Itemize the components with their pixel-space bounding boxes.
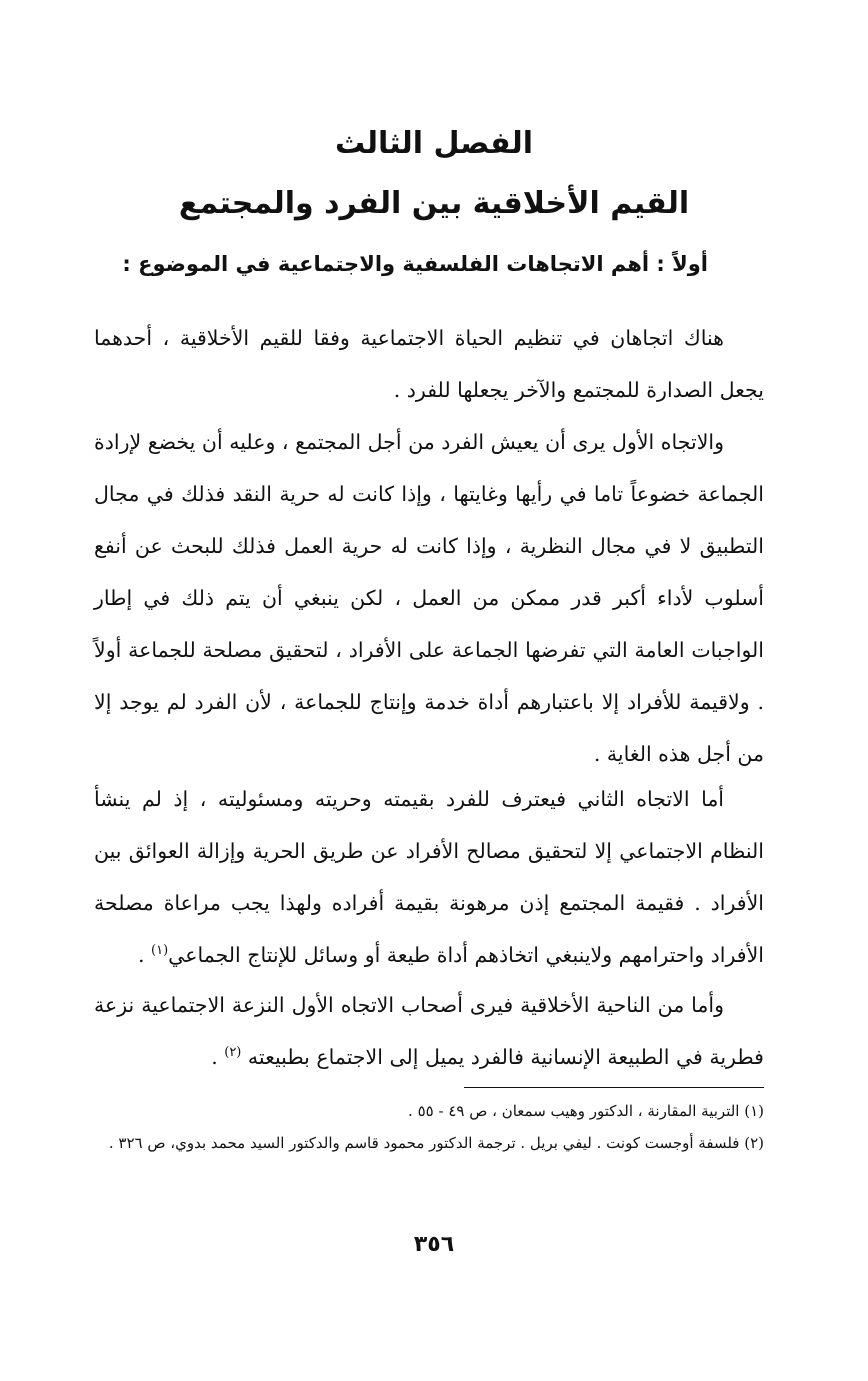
footnotes-list bbox=[74, 1095, 764, 1159]
paragraph-4 bbox=[94, 979, 764, 1083]
paragraph-2: والاتجاه الأول يرى أن يعيش الفرد من أجل المجتمع ، وعليه أن يخضع لإرادة الجماعة خضوعاً تاما في رأيها وغايتها ، وإذا كانت له حرية النقد فذلك في مجال التطبيق لا في مجال النظرية ، وإذا كانت له حرية العمل فذلك للبحث عن أنفع أسلوب لأداء أكبر قدر ممكن من العمل ، لكن ينبغي أن يتم ذلك في إطار الواجبات العامة التي تفرضها الجماعة على الأفراد ، لتحقيق مصلحة للجماعة أولاً . ولاقيمة للأفراد إلا باعتبارهم أداة خدمة وإنتاج للجماعة ، لأن الفرد لم يوجد إلا من أجل هذه الغاية . bbox=[94, 430, 764, 766]
footnote-divider bbox=[464, 1087, 764, 1088]
paragraph-1: هناك اتجاهان في تنظيم الحياة الاجتماعية وفقا للقيم الأخلاقية ، أحدهما يجعل الصدارة للمجتمع والآخر يجعلها للفرد . bbox=[94, 326, 764, 402]
chapter-title: الفصل الثالث bbox=[334, 126, 533, 161]
chapter-subtitle: القيم الأخلاقية بين الفرد والمجتمع bbox=[178, 186, 690, 221]
page-number: ٣٥٦ bbox=[413, 1232, 455, 1257]
paragraph-4-end: . bbox=[211, 1045, 225, 1069]
footnote-ref-2: (٢) bbox=[224, 1045, 242, 1061]
paragraph-4-text: وأما من الناحية الأخلاقية فيرى أصحاب الاتجاه الأول النزعة الاجتماعية نزعة فطرية في الطبيعة الإنسانية فالفرد يميل إلى الاجتماع بطبيعته bbox=[94, 993, 764, 1069]
section-heading: أولاً : أهم الاتجاهات الفلسفية والاجتماعية في الموضوع : bbox=[122, 252, 708, 276]
footnote-ref-1: (١) bbox=[151, 943, 169, 959]
footnote-2: (٢) فلسفة أوجست كونت . ليفي بريل . ترجمة الدكتور محمود قاسم والدكتور السيد محمد بدوي، ص ٣٢٦ . bbox=[108, 1134, 764, 1152]
footnote-1: (١) التربية المقارنة ، الدكتور وهيب سمعان ، ص ٤٩ - ٥٥ . bbox=[408, 1102, 764, 1120]
paragraph-3-end: . bbox=[137, 943, 152, 967]
paragraph-3-text: أما الاتجاه الثاني فيعترف للفرد بقيمته وحريته ومسئوليته ، إذ لم ينشأ النظام الاجتماعي إلا لتحقيق مصالح الأفراد عن طريق الحرية وإزالة العوائق بين الأفراد . فقيمة المجتمع إذن مرهونة بقيمة أفراده ولهذا يجب مراعاة مصلحة الأفراد واحترامهم ولاينبغي اتخاذهم أداة طيعة أو وسائل للإنتاج الجماعي bbox=[94, 787, 764, 967]
paragraph-3 bbox=[94, 773, 764, 981]
